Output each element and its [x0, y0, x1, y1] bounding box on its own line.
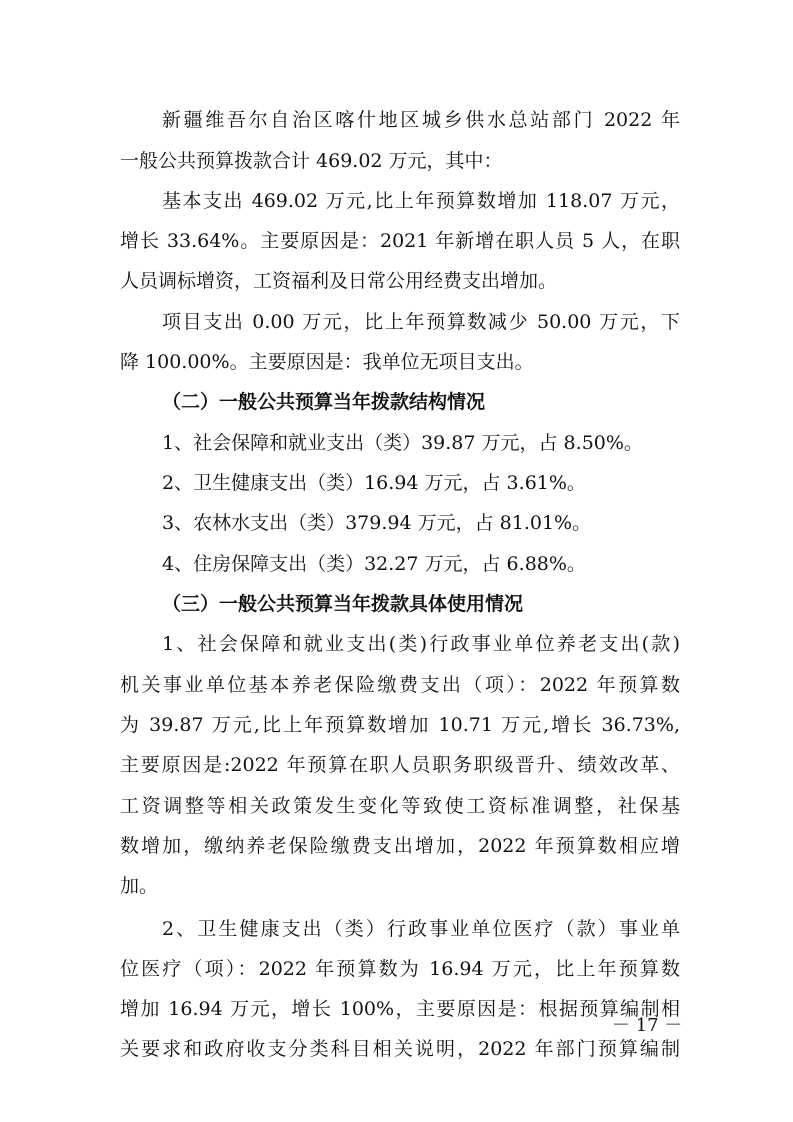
list-item: 4、住房保障支出（类）32.27 万元，占 6.88%。 [162, 553, 586, 575]
paragraph-line: 机关事业单位基本养老保险缴费支出（项）：2022 年预算数 [120, 674, 680, 696]
paragraph-line: 加。 [120, 875, 159, 897]
paragraph-line: 降 100.00%。主要原因是：我单位无项目支出。 [120, 351, 534, 373]
paragraph-line: 数增加，缴纳养老保险缴费支出增加，2022 年预算数相应增 [120, 835, 680, 857]
page-number: － 17 － [612, 1015, 683, 1036]
paragraph-line: 基本支出 469.02 万元,比上年预算数增加 118.07 万元， [162, 190, 680, 212]
paragraph-line: 增长 33.64%。主要原因是：2021 年新增在职人员 5 人，在职 [120, 230, 680, 252]
paragraph-line: 人员调标增资，工资福利及日常公用经费支出增加。 [120, 270, 558, 292]
paragraph-line: 工资调整等相关政策发生变化等致使工资标准调整，社保基 [120, 795, 680, 817]
paragraph-line: 为 39.87 万元,比上年预算数增加 10.71 万元,增长 36.73%, [120, 714, 680, 736]
paragraph-line: 主要原因是:2022 年预算在职人员职务职级晋升、绩效改革、 [120, 754, 680, 776]
paragraph-line: 位医疗（项）：2022 年预算数为 16.94 万元，比上年预算数 [120, 958, 680, 980]
paragraph-line: 2、卫生健康支出（类）行政事业单位医疗（款）事业单 [162, 918, 680, 940]
paragraph-line: 项目支出 0.00 万元，比上年预算数减少 50.00 万元，下 [162, 311, 680, 333]
paragraph-line: 关要求和政府收支分类科目相关说明，2022 年部门预算编制 [120, 1038, 680, 1060]
paragraph-line: 新疆维吾尔自治区喀什地区城乡供水总站部门 2022 年 [162, 109, 680, 131]
list-item: 1、社会保障和就业支出（类）39.87 万元，占 8.50%。 [162, 432, 643, 454]
section-heading: （三）一般公共预算当年拨款具体使用情况 [162, 593, 524, 615]
paragraph-line: 一般公共预算拨款合计 469.02 万元，其中： [120, 150, 503, 172]
paragraph-line: 1、社会保障和就业支出(类)行政事业单位养老支出(款) [162, 633, 680, 655]
paragraph-line: 增加 16.94 万元，增长 100%，主要原因是：根据预算编制相 [120, 998, 680, 1020]
section-heading: （二）一般公共预算当年拨款结构情况 [162, 391, 486, 413]
list-item: 2、卫生健康支出（类）16.94 万元，占 3.61%。 [162, 472, 586, 494]
list-item: 3、农林水支出（类）379.94 万元，占 81.01%。 [162, 512, 592, 534]
